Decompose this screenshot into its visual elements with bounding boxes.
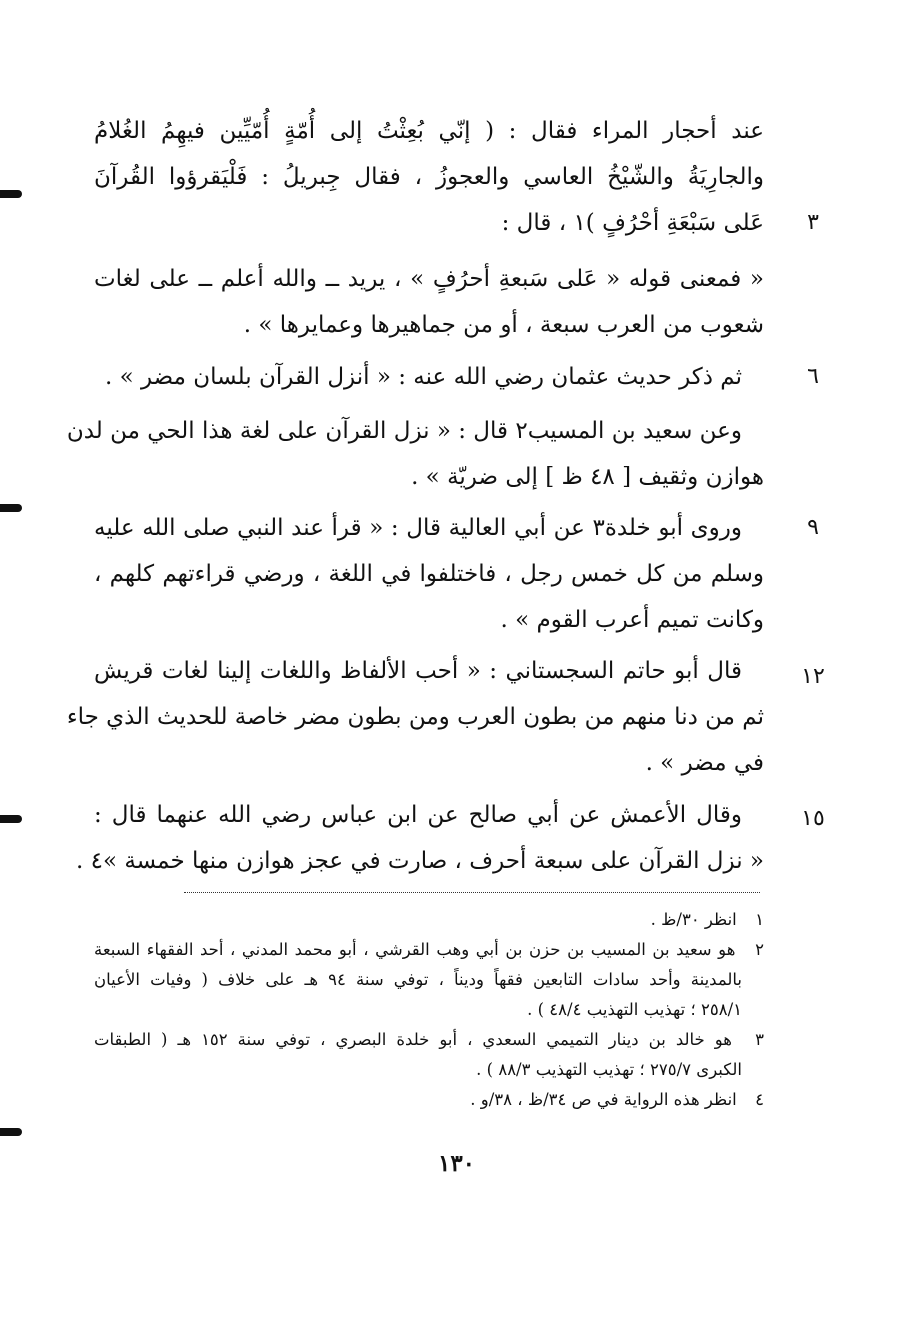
text-line: وعن سعيد بن المسيب٢ قال : « نزل القرآن على لغة هذا الحي من لدن <box>66 418 742 444</box>
text-line: وسلم من كل خمس رجل ، فاختلفوا في اللغة ، ورضي قراءتهم كلهم ، <box>94 561 764 587</box>
paragraph-meaning <box>94 256 764 348</box>
text-line: قال أبو حاتم السجستاني : « أحب الألفاظ واللغات إلينا لغات قريش <box>94 658 742 684</box>
text-line: وقال الأعمش عن أبي صالح عن ابن عباس رضي الله عنهما قال : <box>94 802 742 828</box>
text-line: وكانت تميم أعرب القوم » . <box>500 607 764 633</box>
footnote-text: الكبرى ٢٧٥/٧ ؛ تهذيب التهذيب ٨٨/٣ ) . <box>476 1060 742 1079</box>
margin-mark <box>0 504 22 512</box>
footnote-3 <box>94 1025 764 1055</box>
text-line: ثم ذكر حديث عثمان رضي الله عنه : « أنزل القرآن بلسان مضر » . <box>104 364 742 390</box>
text-line: عَلى سَبْعَةِ أحْرُفٍ )١ ، قال : <box>501 210 764 236</box>
footnotes <box>94 905 764 1115</box>
line-number: ٩ <box>807 515 819 540</box>
paragraph-amash <box>75 792 764 884</box>
footnote-text: بالمدينة وأحد سادات التابعين فقهاً وديناً ، توفي سنة ٩٤ هـ على خلاف ( وفيات الأعيان <box>94 970 743 989</box>
footnote-4 <box>94 1085 764 1115</box>
margin-mark <box>0 815 22 823</box>
text-line: هوازن وثقيف [ ٤٨ ظ ] إلى ضريّة » . <box>411 464 764 490</box>
paragraph-abu-khalda <box>94 505 764 643</box>
line-number: ٦ <box>807 364 819 389</box>
text-line: في مضر » . <box>645 750 764 776</box>
line-number: ٣ <box>807 210 819 235</box>
text-line: شعوب من العرب سبعة ، أو من جماهيرها وعمايرها » . <box>243 312 764 338</box>
footnote-text: انظر هذه الرواية في ص ٣٤/ظ ، ٣٨/و . <box>470 1090 737 1109</box>
footnote-text: هو خالد بن دينار التميمي السعدي ، أبو خلدة البصري ، توفي سنة ١٥٢ هـ ( الطبقات <box>94 1030 732 1049</box>
paragraph-abu-hatim <box>66 648 764 786</box>
line-number: ١٥ <box>801 806 825 831</box>
text-line: ثم من دنا منهم من بطون العرب ومن بطون مضر خاصة للحديث الذي جاء <box>66 704 764 730</box>
footnote-1 <box>94 905 764 935</box>
paragraph-said-ibn-musayyib <box>66 408 764 500</box>
footnote-number: ٤ <box>755 1090 764 1109</box>
footnote-separator <box>184 892 760 893</box>
footnote-text: هو سعيد بن المسيب بن حزن بن أبي وهب القرشي ، أبو محمد المدني ، أحد الفقهاء السبعة <box>94 940 736 959</box>
text-line: عند أحجار المراء فقال : ( إنّي بُعِثْتُ إلى أُمّةٍ أُمّيِّين فيهِمُ الغُلامُ <box>94 118 764 144</box>
footnote-number: ١ <box>755 910 764 929</box>
text-line: « فمعنى قوله « عَلى سَبعةِ أحرُفٍ » ، يريد ــ والله أعلم ــ على لغات <box>94 266 764 292</box>
page-number: ١٣٠ <box>437 1150 476 1177</box>
footnote-number: ٣ <box>755 1030 764 1049</box>
line-number: ١٢ <box>801 664 825 689</box>
paragraph-uthman <box>94 354 764 400</box>
margin-mark <box>0 1128 22 1136</box>
text-line: « نزل القرآن على سبعة أحرف ، صارت في عجز هوازن منها خمسة »٤ . <box>75 848 764 874</box>
text-line: والجارِيَةُ والشّيْخُ العاسي والعجوزُ ، فقال جِبريلُ : فَلْيَقرؤوا القُرآنَ <box>94 164 764 190</box>
text-line: وروى أبو خلدة٣ عن أبي العالية قال : « قرأ عند النبي صلى الله عليه <box>94 515 742 541</box>
footnote-text: انظر ٣٠/ظ . <box>650 910 737 929</box>
paragraph-hadith-seven-letters <box>94 108 764 246</box>
footnote-number: ٢ <box>755 940 765 959</box>
footnote-2 <box>94 935 764 965</box>
footnote-text: ٢٥٨/١ ؛ تهذيب التهذيب ٤٨/٤ ) . <box>527 1000 742 1019</box>
margin-mark <box>0 190 22 198</box>
